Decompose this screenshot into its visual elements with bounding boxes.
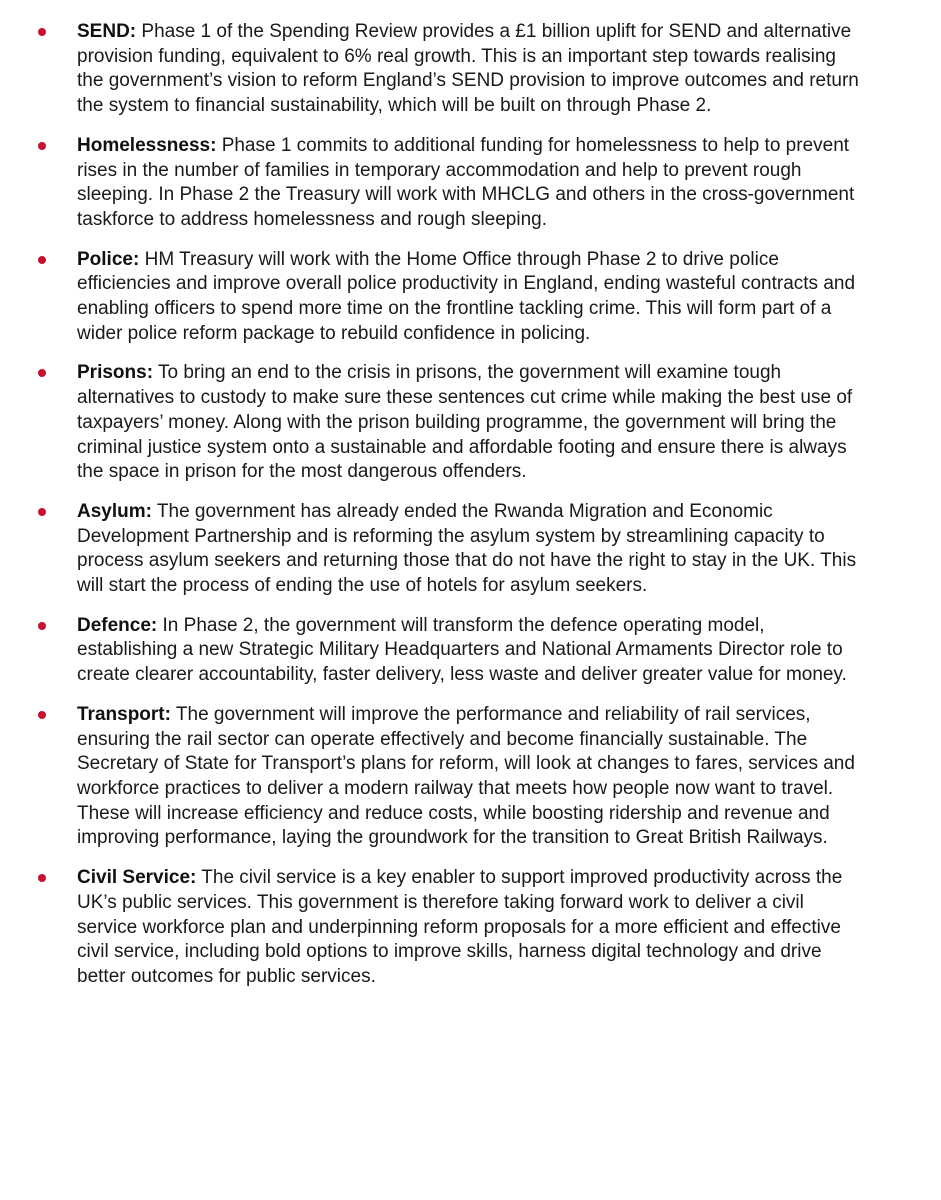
bullet-item-civil-service	[0, 866, 941, 990]
bullet-term: Prisons:	[77, 362, 154, 384]
bullet-item-homelessness	[0, 134, 941, 233]
bullet-text: To bring an end to the crisis in prisons, the government will examine tough alternatives to custody to make sure these sentences cut crime while making the best use of taxpayers’ money. Along with the prison building programme, the government will bring the criminal justice system onto a sustainable and affordable footing and ensure there is always the space in prison for the most dangerous offenders.	[77, 362, 853, 483]
bullet-text: The civil service is a key enabler to support improved productivity across the UK’s public services. This government is therefore taking forward work to deliver a civil service workforce plan and underpinning reform proposals for a more efficient and effective civil service, including bold options to improve skills, harness digital technology and drive better outcomes for public services.	[77, 867, 843, 987]
bullet-term: Defence:	[77, 614, 158, 636]
bullet-dot-icon	[38, 711, 46, 719]
bullet-dot-icon	[38, 508, 46, 516]
bullet-term: Police:	[77, 248, 140, 270]
bullet-text: The government has already ended the Rwanda Migration and Economic Development Partnership and is reforming the asylum system by streamlining capacity to process asylum seekers and returning those that do not have the right to stay in the UK. This will start the process of ending the use of hotels for asylum seekers.	[77, 500, 857, 597]
bullet-item-send	[0, 20, 941, 119]
bullet-dot-icon	[38, 256, 46, 264]
document-page	[0, 20, 941, 1005]
bullet-term: Homelessness:	[77, 134, 217, 156]
bullet-dot-icon	[38, 874, 46, 882]
bullet-text: The government will improve the performance and reliability of rail services, ensuring the rail sector can operate effectively and become financially sustainable. The Secretary of State for Transport’s plans for reform, will look at changes to fares, services and workforce practices to deliver a modern railway that meets how people now want to travel. These will increase efficiency and reduce costs, while boosting ridership and revenue and improving performance, laying the groundwork for the transition to Great British Railways.	[77, 703, 855, 849]
policy-bullet-list	[0, 20, 941, 990]
bullet-text: In Phase 2, the government will transform the defence operating model, establishing a new Strategic Military Headquarters and National Armaments Director role to create clearer accountability, faster delivery, less waste and deliver greater value for money.	[77, 614, 847, 686]
bullet-text: Phase 1 commits to additional funding for homelessness to help to prevent rises in the number of families in temporary accommodation and help to prevent rough sleeping. In Phase 2 the Treasury will work with MHCLG and others in the cross-government taskforce to address homelessness and rough sleeping.	[77, 134, 855, 230]
bullet-item-police	[0, 248, 941, 347]
bullet-term: Civil Service:	[77, 867, 197, 889]
bullet-dot-icon	[38, 28, 46, 36]
bullet-dot-icon	[38, 369, 46, 377]
bullet-dot-icon	[38, 142, 46, 150]
bullet-text: Phase 1 of the Spending Review provides a £1 billion uplift for SEND and alternative provision funding, equivalent to 6% real growth. This is an important step towards realising the government’s vision to reform England’s SEND provision to improve outcomes and return the system to financial sustainability, which will be built on through Phase 2.	[77, 21, 859, 117]
bullet-text: HM Treasury will work with the Home Office through Phase 2 to drive police efficiencies and improve overall police productivity in England, ending wasteful contracts and enabling officers to spend more time on the frontline tackling crime. This will form part of a wider police reform package to rebuild confidence in policing.	[77, 248, 856, 344]
bullet-item-transport	[0, 703, 941, 851]
bullet-term: SEND:	[77, 21, 137, 42]
bullet-item-asylum	[0, 500, 941, 599]
bullet-term: Asylum:	[77, 500, 152, 522]
bullet-item-defence	[0, 614, 941, 688]
bullet-term: Transport:	[77, 703, 171, 725]
bullet-item-prisons	[0, 361, 941, 485]
bullet-dot-icon	[38, 622, 46, 630]
